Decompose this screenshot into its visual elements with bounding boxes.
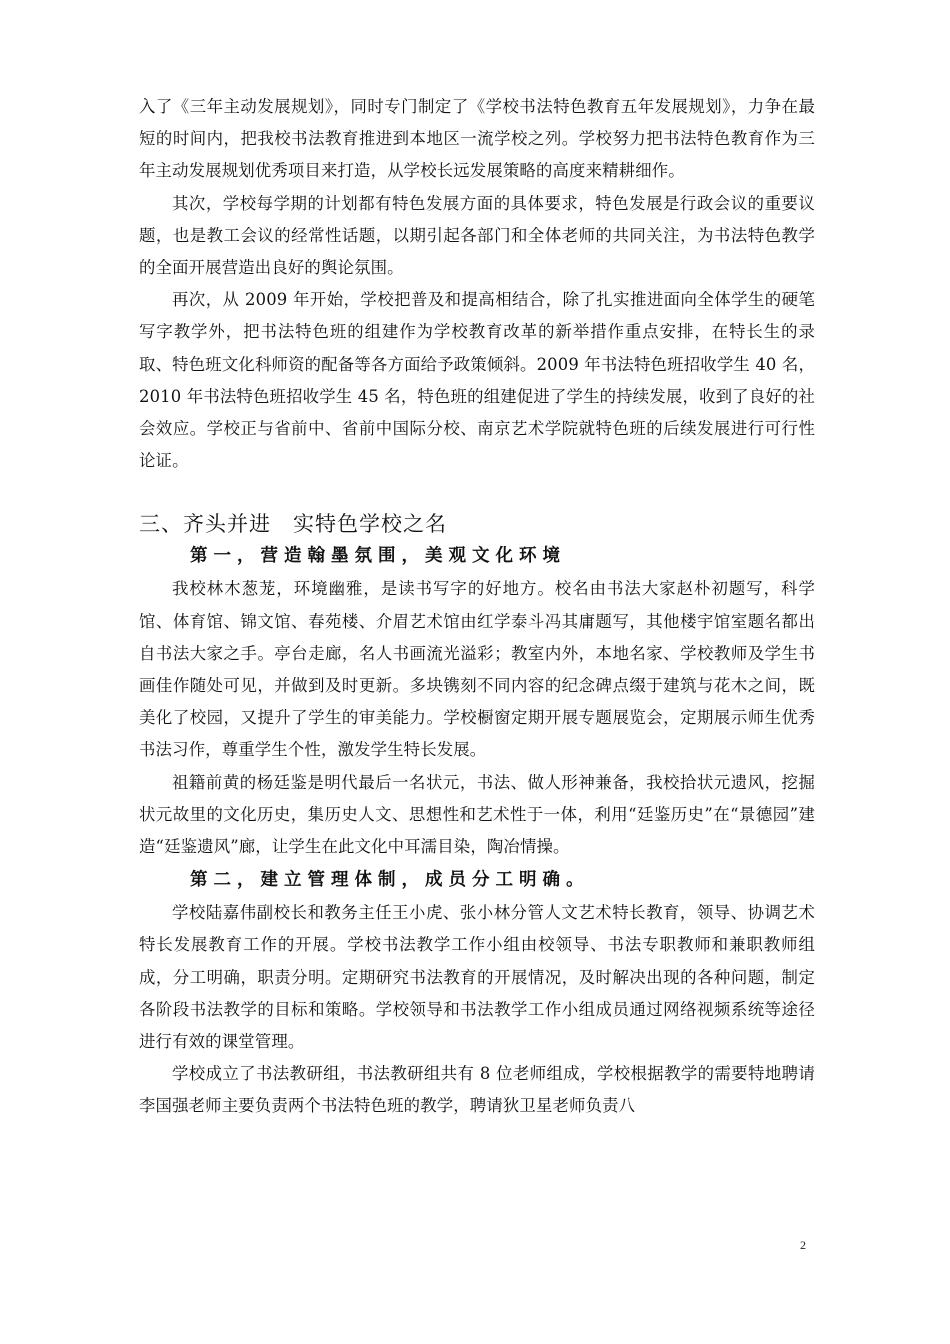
document-body — [139, 91, 815, 1123]
page-number: 2 — [800, 1238, 806, 1252]
paragraph-research-group: 学校成立了书法教研组，书法教研组共有 8 位老师组成，学校根据教学的需要特地聘请李国强老师主要负责两个书法特色班的教学，聘请狄卫星老师负责八 — [139, 1064, 815, 1116]
paragraph-management: 学校陆嘉伟副校长和教务主任王小虎、张小林分管人文艺术特长教育，领导、协调艺术特长发展教育工作的开展。学校书法教学工作小组由校领导、书法专职教师和兼职教师组成，分工明确，职责分明。定期研究书法教育的开展情况，及时解决出现的各种问题，制定各阶段书法教学的目标和策略。学校领导和书法教学工作小组成员通过网络视频系统等途径进行有效的课堂管理。 — [139, 903, 815, 1052]
paragraph-thirdly: 再次，从 2009 年开始，学校把普及和提高相结合，除了扎实推进面向全体学生的硬笔写字教学外，把书法特色班的组建作为学校教育改革的新举措作重点安排，在特长生的录取、特色班文化科师资的配备等各方面给予政策倾斜。2009 年书法特色班招收学生 40 名，2010 年书法特色班招收学生 45 名，特色班的组建促进了学生的持续发展，收到了良好的社会效应。学校正与省前中、省前中国际分校、南京艺术学院就特色班的后续发展进行可行性论证。 — [139, 290, 815, 471]
subheading-second: 第二，建立管理体制，成员分工明确。 — [190, 870, 590, 891]
paragraph-environment: 我校林木葱茏，环境幽雅，是读书写字的好地方。校名由书法大家赵朴初题写，科学馆、体育馆、锦文馆、春苑楼、介眉艺术馆由红学泰斗冯其庸题写，其他楼宇馆室题名都出自书法大家之手。亭台走廊，名人书画流光溢彩；教室内外，本地名家、学校教师及学生书画佳作随处可见，并做到及时更新。多块镌刻不同内容的纪念碑点缀于建筑与花木之间，既美化了校园，又提升了学生的审美能力。学校橱窗定期开展专题展览会，定期展示师生优秀书法习作，尊重学生个性，激发学生特长发展。 — [139, 579, 815, 760]
paragraph-yang-tingjian: 祖籍前黄的杨廷鉴是明代最后一名状元，书法、做人形神兼备，我校拾状元遗风，挖掘状元故里的文化历史，集历史人文、思想性和艺术性于一体，利用“廷鉴历史”在“景德园”建造“廷鉴遗风”廊，让学生在此文化中耳濡目染，陶冶情操。 — [139, 772, 815, 857]
paragraph-continuation: 入了《三年主动发展规划》，同时专门制定了《学校书法特色教育五年发展规划》，力争在最短的时间内，把我校书法教育推进到本地区一流学校之列。学校努力把书法特色教育作为三年主动发展规划优秀项目来打造，从学校长远发展策略的高度来精耕细作。 — [139, 97, 815, 181]
section-heading: 三、齐头并进 实特色学校之名 — [139, 512, 447, 537]
subheading-first: 第一，营造翰墨氛围，美观文化环境 — [190, 546, 566, 567]
paragraph-secondly: 其次，学校每学期的计划都有特色发展方面的具体要求，特色发展是行政会议的重要议题，也是教工会议的经常性话题，以期引起各部门和全体老师的共同关注，为书法特色教学的全面开展营造出良好的舆论氛围。 — [139, 193, 815, 278]
